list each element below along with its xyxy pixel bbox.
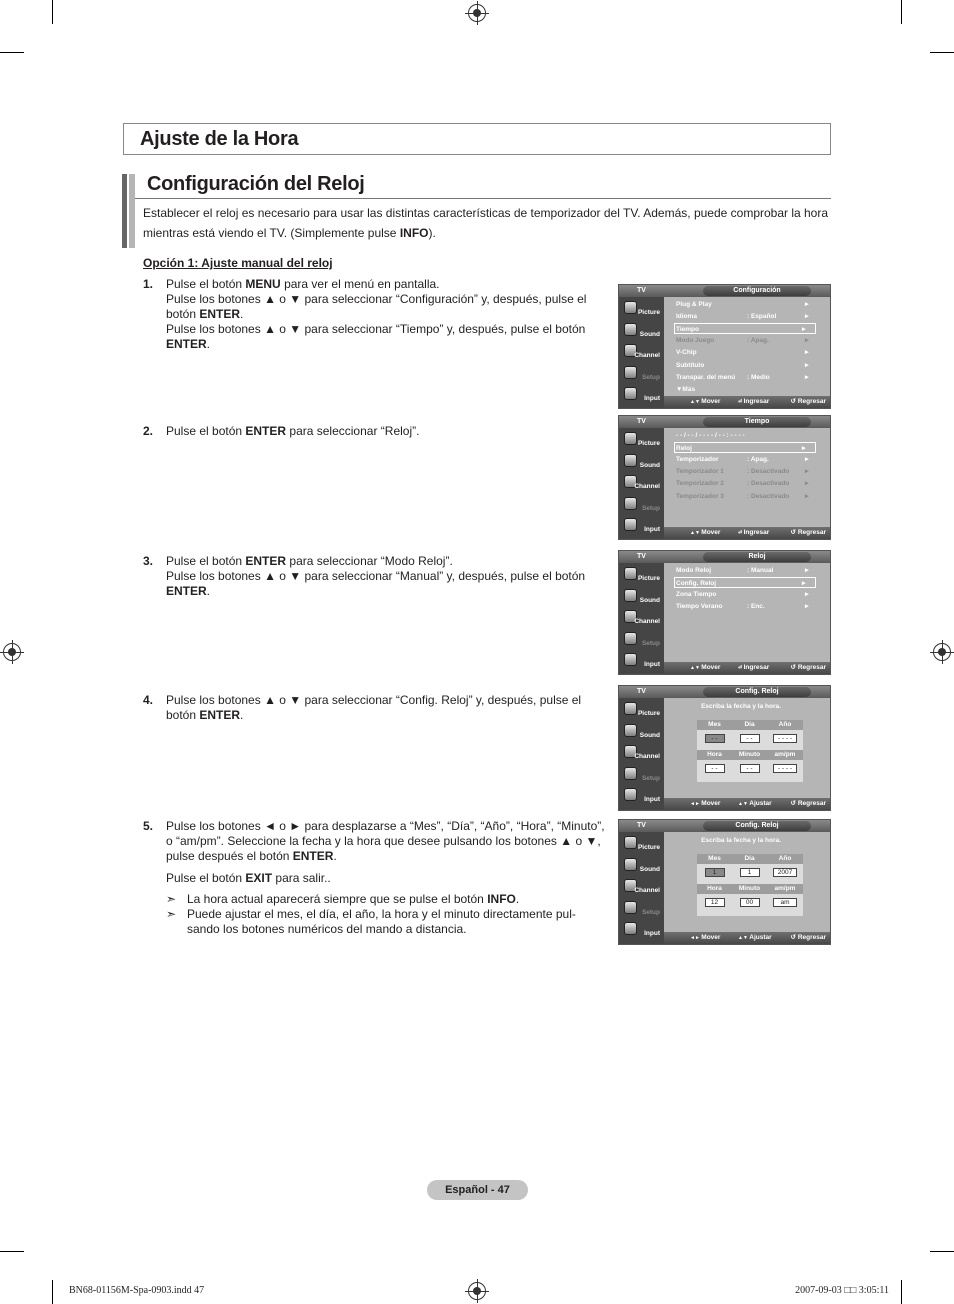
picture-icon: [624, 301, 637, 314]
tv-footer-label: Regresar: [797, 664, 826, 671]
setup-icon: [624, 767, 637, 780]
tv-side-label: Setup: [641, 373, 660, 381]
tv-side-menu: [619, 832, 664, 944]
step-5: [143, 819, 608, 937]
tv-menu-row[interactable]: [676, 491, 818, 502]
tv-row-arrow-icon: ►: [803, 480, 810, 488]
tv-grid-label: Hora: [697, 750, 732, 760]
step-2: [143, 424, 608, 439]
tv-side-label: Input: [644, 661, 660, 668]
tv-side-item-sound[interactable]: [621, 589, 662, 609]
tv-label: TV: [637, 688, 646, 695]
tv-side-item-setup[interactable]: [621, 767, 662, 787]
tv-grid-label: Día: [732, 720, 767, 730]
tv-menu-header: [619, 820, 830, 832]
tv-row-label: Tiempo: [676, 326, 699, 334]
tv-side-label: Channel: [634, 887, 660, 894]
tv-grid-label: Día: [732, 854, 767, 864]
tv-side-label: Input: [644, 526, 660, 533]
tv-menu-row[interactable]: [676, 478, 818, 489]
tv-menu-row[interactable]: [674, 442, 816, 453]
tv-label: TV: [637, 418, 646, 425]
tv-row-value: : Desactivado: [747, 480, 790, 488]
tv-grid-label: Hora: [697, 884, 732, 894]
tv-row-label: Reloj: [676, 445, 692, 453]
trim-mark: [0, 1251, 24, 1252]
tv-grid-field-year[interactable]: 2007: [773, 868, 797, 877]
tv-row-label: Idioma: [676, 313, 697, 321]
step-line: Pulse el botón ENTER para seleccionar “Modo Reloj”.: [166, 554, 453, 568]
tv-menu-title: Config. Reloj: [703, 687, 811, 697]
step-line: Pulse el botón ENTER para seleccionar “Reloj”.: [166, 424, 420, 438]
tv-side-label: Sound: [639, 731, 660, 739]
tv-menu-row[interactable]: [674, 323, 816, 334]
tv-row-arrow-icon: ►: [800, 580, 807, 588]
tv-side-item-picture[interactable]: [621, 301, 662, 321]
enter-icon: ⏎: [738, 665, 744, 671]
tv-menu-screen-configuracion: [618, 284, 831, 409]
tv-row-label: Plug & Play: [676, 301, 712, 308]
registration-mark-icon: [468, 4, 486, 22]
tv-grid-field-month[interactable]: 1: [705, 868, 725, 877]
tv-side-item-channel[interactable]: [621, 745, 662, 765]
tv-menu-footer: [664, 396, 830, 408]
setup-icon: [624, 901, 637, 914]
tv-instruction: Escriba la fecha y la hora.: [701, 837, 781, 844]
tv-menu-body: [664, 698, 830, 810]
tv-footer-label: Ajustar: [749, 934, 772, 941]
tv-menu-row[interactable]: [676, 360, 818, 371]
tv-row-arrow-icon: ►: [803, 337, 810, 345]
tv-footer-label: Ajustar: [749, 800, 772, 807]
tv-footer-move: [690, 527, 720, 539]
tv-menu-row[interactable]: [676, 601, 818, 612]
intro-text: Establecer el reloj es necesario para usar las distintas características de temporizador del TV. Además, puede comprobar la hora mientras está viendo el TV. (Simplemente pulse: [143, 206, 829, 240]
tv-row-arrow-icon: ►: [803, 492, 810, 500]
tip: ➣ La hora actual aparecerá siempre que se pulse el botón INFO.: [166, 892, 520, 906]
left-right-arrows-icon: ◄►: [690, 801, 702, 807]
tv-menu-row[interactable]: [676, 454, 818, 465]
tv-menu-footer: [664, 527, 830, 539]
tv-grid-field-day[interactable]: - -: [740, 734, 760, 743]
tv-side-label: Picture: [637, 844, 660, 851]
tv-side-item-setup[interactable]: [621, 632, 662, 652]
tv-side-label: Setup: [641, 774, 660, 782]
step-line: Pulse los botones ▲ o ▼ para seleccionar “Config. Reloj” y, después, pulse el botón ENTER.: [166, 693, 582, 722]
tv-grid-field-ampm[interactable]: am: [773, 898, 797, 907]
tv-menu-title: Reloj: [703, 552, 811, 562]
tv-side-item-sound[interactable]: [621, 323, 662, 343]
tv-footer-action: [738, 527, 769, 539]
left-right-arrows-icon: ◄►: [690, 935, 702, 941]
tv-menu-body: [664, 297, 830, 408]
tv-menu-header: [619, 551, 830, 563]
step-3: [143, 554, 608, 599]
section-title-box: [123, 123, 831, 155]
tv-row-label: Tiempo Verano: [676, 603, 723, 611]
tv-menu-row[interactable]: [676, 311, 818, 322]
tv-row-arrow-icon: ►: [803, 373, 810, 381]
return-icon: ↺: [790, 934, 798, 941]
tv-menu-body: [664, 428, 830, 539]
intro-paragraph: [143, 203, 833, 243]
trim-mark: [930, 1251, 954, 1252]
tv-side-item-channel[interactable]: [621, 879, 662, 899]
trim-mark: [901, 1280, 902, 1304]
tv-side-item-setup[interactable]: [621, 901, 662, 921]
tv-side-label: Sound: [639, 865, 660, 873]
tv-row-value: : Desactivado: [747, 492, 790, 500]
tv-footer-label: Ingresar: [743, 398, 770, 405]
step-number: 1.: [143, 277, 154, 291]
tv-menu-screen-config-reloj-empty: [618, 685, 831, 811]
tv-menu-header: [619, 285, 830, 297]
tip-arrow-icon: ➣: [166, 892, 177, 906]
tv-side-label: Picture: [637, 309, 660, 316]
tv-instruction: Escriba la fecha y la hora.: [701, 703, 781, 710]
tv-row-value: : Enc.: [747, 603, 765, 611]
tv-footer-action: [738, 396, 769, 408]
tv-grid-label: Minuto: [732, 884, 767, 894]
tv-side-menu: [619, 563, 664, 674]
tv-row-label: Config. Reloj: [676, 580, 717, 588]
up-down-arrows-icon: ▲▼: [738, 935, 750, 941]
tv-side-item-input[interactable]: [621, 518, 662, 538]
trim-mark: [901, 0, 902, 24]
picture-icon: [624, 567, 637, 580]
tv-footer-label: Regresar: [797, 934, 826, 941]
registration-mark-icon: [468, 1282, 486, 1300]
tv-footer-return: [791, 932, 826, 944]
tv-grid-label: Año: [767, 720, 803, 730]
tv-row-label: V-Chip: [676, 349, 697, 357]
picture-icon: [624, 836, 637, 849]
print-slug-file: BN68-01156M-Spa-0903.indd 47: [69, 1285, 205, 1296]
tv-row-arrow-icon: ►: [803, 591, 810, 599]
intro-text: ).: [428, 226, 436, 240]
page-number-badge: Español - 47: [427, 1180, 528, 1200]
tv-footer-label: Mover: [701, 664, 721, 671]
step-number: 3.: [143, 554, 154, 568]
tv-side-label: Input: [644, 796, 660, 803]
registration-mark-icon: [3, 643, 21, 661]
tv-footer-label: Mover: [701, 934, 721, 941]
tv-side-label: Channel: [634, 618, 660, 625]
tv-row-arrow-icon: ►: [800, 326, 807, 334]
enter-icon: ⏎: [738, 530, 744, 536]
trim-mark: [930, 52, 954, 53]
tv-row-arrow-icon: ►: [803, 567, 810, 574]
tv-menu-row[interactable]: [676, 466, 818, 477]
tv-side-item-input[interactable]: [621, 922, 662, 942]
tv-side-item-input[interactable]: [621, 788, 662, 808]
tv-menu-row[interactable]: [674, 577, 816, 588]
tv-side-item-setup[interactable]: [621, 366, 662, 386]
section-title: Ajuste de la Hora: [140, 128, 299, 150]
tv-menu-screen-reloj: [618, 550, 831, 675]
step-line: Pulse los botones ◄ o ► para desplazarse a “Mes”, “Día”, “Año”, “Hora”, “Minuto”, o “am/pm”. Seleccione la fecha y la hora que desee pulsando los botones ▲ o ▼, pulse después el botón ENTER.: [166, 819, 605, 863]
tv-footer-label: Regresar: [797, 800, 826, 807]
tv-menu-footer: [664, 662, 830, 674]
tv-side-label: Picture: [637, 575, 660, 582]
tv-row-label: Subtítulo: [676, 361, 705, 369]
step-number: 4.: [143, 693, 154, 707]
step-line: Pulse los botones ▲ o ▼ para seleccionar “Tiempo” y, después, pulse el botón ENTER.: [166, 322, 586, 351]
tv-row-value: : Desactivado: [747, 468, 790, 476]
tv-menu-footer: [664, 932, 830, 944]
tv-footer-label: Regresar: [797, 529, 826, 536]
step-line: Pulse los botones ▲ o ▼ para seleccionar “Configuración” y, después, pulse el botón ENTER.: [166, 292, 587, 321]
tv-side-item-picture[interactable]: [621, 567, 662, 587]
tv-side-item-input[interactable]: [621, 653, 662, 673]
picture-icon: [624, 432, 637, 445]
tv-side-item-sound[interactable]: [621, 858, 662, 878]
tv-menu-title: Configuración: [703, 286, 811, 296]
tv-footer-label: Ingresar: [743, 664, 770, 671]
tv-side-item-sound[interactable]: [621, 724, 662, 744]
tv-row-arrow-icon: ►: [803, 301, 810, 308]
tv-grid-field-hour[interactable]: 12: [705, 898, 725, 907]
tv-row-arrow-icon: ►: [803, 313, 810, 321]
tv-side-item-sound[interactable]: [621, 454, 662, 474]
step-exit: Pulse el botón EXIT para salir..: [166, 871, 331, 885]
sound-icon: [624, 724, 637, 737]
tv-row-arrow-icon: ►: [803, 468, 810, 476]
up-down-arrows-icon: ▲▼: [738, 801, 750, 807]
tv-label: TV: [637, 822, 646, 829]
tv-menu-row[interactable]: [676, 565, 818, 576]
tv-footer-label: Mover: [701, 800, 721, 807]
print-slug-date: 2007-09-03 □□ 3:05:11: [795, 1285, 889, 1296]
tv-footer-move: [690, 396, 720, 408]
tv-side-item-channel[interactable]: [621, 610, 662, 630]
tv-side-item-channel[interactable]: [621, 475, 662, 495]
step-line: Pulse los botones ▲ o ▼ para seleccionar “Manual” y, después, pulse el botón ENTER.: [166, 569, 586, 598]
return-icon: ↺: [790, 664, 798, 671]
input-icon: [624, 653, 637, 666]
tv-row-value: : Apag.: [747, 456, 769, 464]
setup-icon: [624, 366, 637, 379]
tv-menu-footer: [664, 798, 830, 810]
tv-grid-label: am/pm: [767, 750, 803, 760]
tv-row-label: Temporizador 3: [676, 492, 724, 500]
tv-side-menu: [619, 428, 664, 539]
picture-icon: [624, 702, 637, 715]
tv-label: TV: [637, 553, 646, 560]
tv-footer-move: [690, 662, 720, 674]
tv-row-label: ▼Más: [676, 385, 696, 393]
tv-menu-row[interactable]: [676, 347, 818, 358]
tv-row-label: Temporizador 2: [676, 480, 724, 488]
up-down-arrows-icon: ▲▼: [690, 665, 702, 671]
subsection-accent-bar: [122, 174, 127, 248]
tv-menu-title: Config. Reloj: [703, 821, 811, 831]
tv-menu-body: [664, 832, 830, 944]
tv-row-value: : Medio: [747, 373, 770, 381]
tv-footer-return: [791, 396, 826, 408]
enter-icon: ⏎: [738, 399, 744, 405]
tv-date-time-grid: [697, 720, 803, 782]
tv-row-label: - - / - - / - - - - / - - : - - - -: [676, 432, 745, 439]
setup-icon: [624, 497, 637, 510]
trim-mark: [52, 0, 53, 24]
step-number: 5.: [143, 819, 154, 833]
intro-bold: INFO: [399, 226, 429, 240]
tv-menu-screen-tiempo: [618, 415, 831, 540]
subsection-accent-bar: [129, 174, 135, 248]
step-number: 2.: [143, 424, 154, 438]
tv-footer-label: Ingresar: [743, 529, 770, 536]
tv-side-label: Setup: [641, 908, 660, 916]
return-icon: ↺: [790, 800, 798, 807]
tv-grid-field-minute[interactable]: - -: [740, 764, 760, 773]
tv-side-menu: [619, 297, 664, 408]
tv-menu-screen-config-reloj-filled: [618, 819, 831, 945]
tv-menu-header: [619, 416, 830, 428]
tv-row-arrow-icon: ►: [800, 445, 807, 453]
tip-arrow-icon: ➣: [166, 907, 177, 921]
tv-side-label: Setup: [641, 504, 660, 512]
tv-row-label: Transpar. del menú: [676, 373, 736, 381]
tv-side-label: Channel: [634, 352, 660, 359]
tv-footer-label: Mover: [701, 529, 721, 536]
return-icon: ↺: [790, 398, 798, 405]
step-4: [143, 693, 608, 723]
tv-side-item-setup[interactable]: [621, 497, 662, 517]
tv-grid-field-month[interactable]: - -: [705, 734, 725, 743]
tv-footer-move: [690, 798, 720, 810]
setup-icon: [624, 632, 637, 645]
tv-footer-action: [738, 662, 769, 674]
tv-side-item-channel[interactable]: [621, 344, 662, 364]
tv-side-label: Channel: [634, 753, 660, 760]
tv-grid-field-hour[interactable]: - -: [705, 764, 725, 773]
subsection-title: Configuración del Reloj: [147, 173, 365, 195]
tv-grid-label: Minuto: [732, 750, 767, 760]
tv-side-label: Sound: [639, 330, 660, 338]
input-icon: [624, 922, 637, 935]
input-icon: [624, 788, 637, 801]
registration-mark-icon: [933, 643, 951, 661]
up-down-arrows-icon: ▲▼: [690, 399, 702, 405]
tv-row-label: Modo Reloj: [676, 567, 712, 574]
tv-row-arrow-icon: ►: [803, 361, 810, 369]
tv-menu-row[interactable]: [676, 335, 818, 346]
tv-row-value: : Manual: [747, 567, 774, 574]
tv-grid-label: Año: [767, 854, 803, 864]
tv-grid-label: Mes: [697, 854, 732, 864]
trim-mark: [52, 1280, 53, 1304]
trim-mark: [0, 52, 24, 53]
tv-menu-row[interactable]: [676, 384, 818, 395]
tv-row-arrow-icon: ►: [803, 349, 810, 357]
subsection-rule: [135, 198, 831, 199]
sound-icon: [624, 454, 637, 467]
tv-footer-return: [791, 662, 826, 674]
tv-grid-label: Mes: [697, 720, 732, 730]
tv-side-item-input[interactable]: [621, 387, 662, 407]
tv-side-label: Sound: [639, 596, 660, 604]
tv-grid-label: am/pm: [767, 884, 803, 894]
tv-menu-header: [619, 686, 830, 698]
tv-menu-body: [664, 563, 830, 674]
up-down-arrows-icon: ▲▼: [690, 530, 702, 536]
tv-row-value: : Apag.: [747, 337, 769, 345]
tv-footer-return: [791, 527, 826, 539]
tv-row-arrow-icon: ►: [803, 456, 810, 464]
tv-side-label: Picture: [637, 710, 660, 717]
tv-side-item-picture[interactable]: [621, 432, 662, 452]
tv-row-label: Modo Juego: [676, 337, 715, 345]
tv-side-label: Input: [644, 930, 660, 937]
tv-date-time-grid: [697, 854, 803, 916]
sound-icon: [624, 589, 637, 602]
tv-side-label: Channel: [634, 483, 660, 490]
tv-menu-row[interactable]: [676, 589, 818, 600]
tv-row-label: Temporizador: [676, 456, 719, 464]
tv-grid-field-day[interactable]: 1: [740, 868, 760, 877]
tv-footer-label: Regresar: [797, 398, 826, 405]
input-icon: [624, 387, 637, 400]
option-heading: Opción 1: Ajuste manual del reloj: [143, 256, 333, 270]
tv-footer-return: [791, 798, 826, 810]
tv-footer-move: [690, 932, 720, 944]
input-icon: [624, 518, 637, 531]
tv-side-label: Picture: [637, 440, 660, 447]
tip: ➣ Puede ajustar el mes, el día, el año, la hora y el minuto directamente pul-sando los botones numéricos del mando a distancia.: [166, 907, 576, 936]
tv-row-arrow-icon: ►: [803, 603, 810, 611]
tv-footer-label: Mover: [701, 398, 721, 405]
tv-grid-field-minute[interactable]: 00: [740, 898, 760, 907]
tv-side-menu: [619, 698, 664, 810]
tv-footer-action: [738, 932, 772, 944]
tv-footer-action: [738, 798, 772, 810]
tv-label: TV: [637, 287, 646, 294]
tv-row-value: : Español: [747, 313, 777, 321]
tv-menu-row[interactable]: [676, 372, 818, 383]
sound-icon: [624, 858, 637, 871]
tv-grid-field-year[interactable]: - - - -: [773, 734, 797, 743]
tv-row-label: Zona Tiempo: [676, 591, 717, 599]
return-icon: ↺: [790, 529, 798, 536]
tv-row-label: Temporizador 1: [676, 468, 724, 476]
step-line: Pulse el botón MENU para ver el menú en pantalla.: [166, 277, 440, 291]
tv-menu-row[interactable]: [676, 299, 818, 310]
tv-side-label: Sound: [639, 461, 660, 469]
tv-grid-field-ampm[interactable]: - - - -: [773, 764, 797, 773]
step-1: [143, 277, 608, 352]
tv-side-label: Setup: [641, 639, 660, 647]
tv-side-label: Input: [644, 395, 660, 402]
tv-menu-title: Tiempo: [703, 417, 811, 427]
sound-icon: [624, 323, 637, 336]
tv-menu-row[interactable]: [676, 430, 818, 441]
